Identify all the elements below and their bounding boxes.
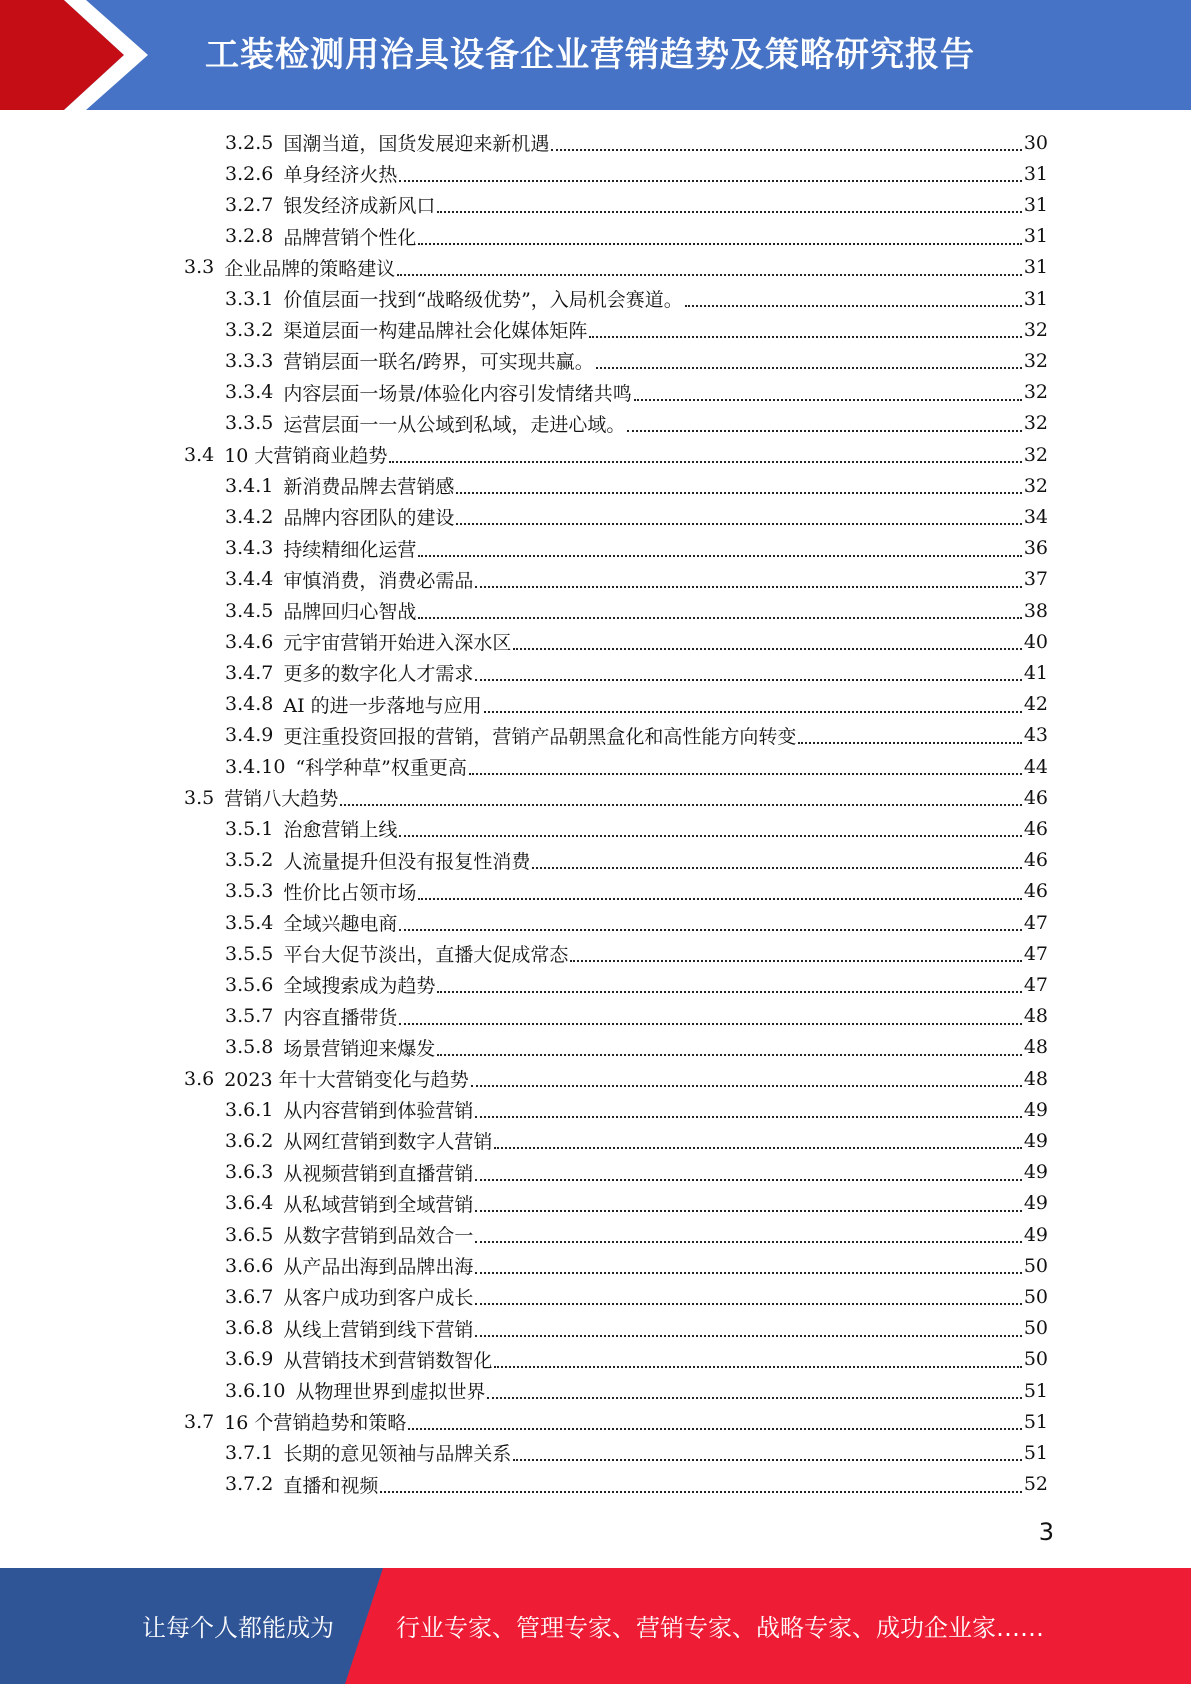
toc-leader-dots xyxy=(437,990,1021,993)
toc-entry[interactable] xyxy=(225,1094,1048,1125)
toc-entry-page: 46 xyxy=(1023,817,1048,840)
toc-leader-dots xyxy=(437,1053,1021,1056)
toc-entry-page: 31 xyxy=(1023,287,1048,310)
toc-leader-dots xyxy=(475,585,1021,588)
toc-entry-title: 元宇宙营销开始进入深水区 xyxy=(283,632,512,655)
toc-entry-number: 3.5.2 xyxy=(225,849,274,872)
toc-entry-title: 从营销技术到营销数智化 xyxy=(283,1349,493,1372)
toc-entry-number: 3.6.6 xyxy=(225,1254,274,1277)
footer-slogan-right: 行业专家、管理专家、营销专家、战略专家、成功企业家…… xyxy=(396,1614,1044,1642)
toc-entry-number: 3.3.5 xyxy=(225,412,274,435)
toc-entry[interactable] xyxy=(225,1219,1048,1250)
toc-entry[interactable] xyxy=(225,221,1048,252)
toc-entry-number: 3.2.8 xyxy=(225,225,274,248)
toc-entry-number: 3.5.4 xyxy=(225,911,274,934)
toc-entry-title: 单身经济火热 xyxy=(283,164,398,187)
toc-entry-number: 3.5.6 xyxy=(225,973,274,996)
toc-entry-page: 31 xyxy=(1023,162,1048,185)
toc-entry-title: 从内容营销到体验营销 xyxy=(283,1100,474,1123)
toc-entry-number: 3.4.9 xyxy=(225,724,274,747)
toc-entry-title: 价值层面一找到“战略级优势”，入局机会赛道。 xyxy=(283,289,683,311)
toc-entry[interactable] xyxy=(225,1188,1048,1219)
toc-leader-dots xyxy=(437,210,1021,213)
toc-entry-number: 3.2.7 xyxy=(225,193,274,216)
toc-entry[interactable] xyxy=(225,938,1048,969)
toc-entry[interactable] xyxy=(184,782,1048,813)
toc-entry-page: 50 xyxy=(1023,1317,1048,1340)
toc-entry-number: 3.7 xyxy=(184,1410,215,1433)
toc-entry-page: 32 xyxy=(1023,349,1048,372)
toc-leader-dots xyxy=(685,304,1022,307)
toc-entry-number: 3.7.2 xyxy=(225,1473,274,1496)
toc-entry[interactable] xyxy=(225,845,1048,876)
toc-entry-page: 51 xyxy=(1023,1379,1048,1402)
toc-leader-dots xyxy=(494,1365,1021,1368)
toc-entry-page: 52 xyxy=(1023,1473,1048,1496)
toc-leader-dots xyxy=(627,429,1021,432)
toc-entry-number: 3.5.7 xyxy=(225,1005,274,1028)
toc-entry[interactable] xyxy=(225,1437,1048,1468)
toc-entry-page: 31 xyxy=(1023,193,1048,216)
toc-entry-number: 3.5.5 xyxy=(225,942,274,965)
toc-entry[interactable] xyxy=(225,470,1048,501)
toc-leader-dots xyxy=(494,1146,1021,1149)
toc-entry-number: 3.7.1 xyxy=(225,1441,274,1464)
toc-entry[interactable] xyxy=(225,1281,1048,1312)
toc-entry-page: 51 xyxy=(1023,1410,1048,1433)
toc-entry-number: 3.4 xyxy=(184,443,215,466)
page-footer xyxy=(0,1568,1191,1684)
toc-entry-number: 3.4.6 xyxy=(225,630,274,653)
toc-entry-page: 46 xyxy=(1023,849,1048,872)
toc-entry[interactable] xyxy=(225,533,1048,564)
toc-entry[interactable] xyxy=(184,1406,1048,1437)
toc-entry[interactable] xyxy=(225,689,1048,720)
toc-entry-title: 从视频营销到直播营销 xyxy=(283,1162,474,1185)
toc-entry-title: 从私域营销到全域营销 xyxy=(283,1193,474,1216)
toc-entry[interactable] xyxy=(225,969,1048,1000)
toc-entry-title: AI 的进一步落地与应用 xyxy=(283,694,482,717)
toc-entry-number: 3.4.2 xyxy=(225,505,274,528)
toc-entry-page: 46 xyxy=(1023,786,1048,809)
toc-leader-dots xyxy=(399,1022,1021,1025)
toc-entry[interactable] xyxy=(225,189,1048,220)
toc-entry[interactable] xyxy=(225,720,1048,751)
toc-entry-title: 持续精细化运营 xyxy=(283,538,417,561)
toc-entry-page: 50 xyxy=(1023,1254,1048,1277)
toc-entry-title: “科学种草”权重更高 xyxy=(295,757,467,779)
toc-entry-page: 40 xyxy=(1023,630,1048,653)
toc-entry-number: 3.4.8 xyxy=(225,693,274,716)
toc-entry[interactable] xyxy=(225,377,1048,408)
toc-entry[interactable] xyxy=(225,1375,1048,1406)
toc-entry-number: 3.4.7 xyxy=(225,661,274,684)
toc-entry-page: 47 xyxy=(1023,911,1048,934)
toc-entry-page: 47 xyxy=(1023,973,1048,996)
toc-entry-page: 48 xyxy=(1023,1067,1048,1090)
toc-entry-number: 3.3.3 xyxy=(225,349,274,372)
toc-entry-page: 48 xyxy=(1023,1036,1048,1059)
toc-entry-title: 治愈营销上线 xyxy=(283,819,398,842)
toc-leader-dots xyxy=(532,866,1021,869)
toc-entry-page: 30 xyxy=(1023,131,1048,154)
toc-entry-number: 3.2.6 xyxy=(225,162,274,185)
toc-entry[interactable] xyxy=(225,345,1048,376)
toc-leader-dots xyxy=(408,1427,1021,1430)
toc-leader-dots xyxy=(475,1178,1021,1181)
toc-entry-page: 49 xyxy=(1023,1223,1048,1246)
toc-entry-title: 内容直播带货 xyxy=(283,1006,398,1029)
toc-leader-dots xyxy=(475,1271,1021,1274)
toc-entry-title: 品牌回归心智战 xyxy=(283,601,417,623)
toc-leader-dots xyxy=(570,959,1021,962)
toc-entry-page: 49 xyxy=(1023,1129,1048,1152)
toc-entry[interactable] xyxy=(225,501,1048,532)
toc-entry-number: 3.6.2 xyxy=(225,1129,274,1152)
toc-entry[interactable] xyxy=(225,283,1048,314)
toc-entry-title: 品牌营销个性化 xyxy=(283,226,417,249)
toc-leader-dots xyxy=(380,1490,1021,1493)
toc-leader-dots xyxy=(418,897,1021,900)
toc-entry-page: 42 xyxy=(1023,693,1048,716)
toc-entry-number: 3.5.8 xyxy=(225,1036,274,1059)
toc-entry[interactable] xyxy=(225,1250,1048,1281)
toc-entry-number: 3.6.1 xyxy=(225,1098,274,1121)
arrow-logo-icon xyxy=(0,0,160,110)
toc-entry-page: 32 xyxy=(1023,474,1048,497)
toc-entry-page: 49 xyxy=(1023,1161,1048,1184)
toc-entry-title: 从产品出海到品牌出海 xyxy=(283,1256,474,1279)
toc-entry-page: 47 xyxy=(1023,942,1048,965)
toc-leader-dots xyxy=(340,803,1022,806)
toc-entry-page: 51 xyxy=(1023,1441,1048,1464)
toc-entry-number: 3.6 xyxy=(184,1067,215,1090)
toc-entry-title: 人流量提升但没有报复性消费 xyxy=(283,850,531,873)
toc-entry-page: 49 xyxy=(1023,1098,1048,1121)
toc-entry-page: 34 xyxy=(1023,505,1048,528)
toc-entry[interactable] xyxy=(225,751,1048,782)
toc-entry-title: 10 大营销商业趋势 xyxy=(224,445,388,467)
toc-entry-number: 3.6.8 xyxy=(225,1317,274,1340)
toc-entry-page: 48 xyxy=(1023,1005,1048,1028)
toc-entry-number: 3.5.3 xyxy=(225,880,274,903)
toc-entry[interactable] xyxy=(225,1157,1048,1188)
toc-entry-page: 31 xyxy=(1023,256,1048,279)
toc-entry-number: 3.4.5 xyxy=(225,599,274,622)
toc-leader-dots xyxy=(551,148,1021,151)
toc-entry-number: 3.3.1 xyxy=(225,287,274,310)
toc-entry-number: 3.6.10 xyxy=(225,1379,286,1402)
toc-leader-dots xyxy=(513,1458,1021,1461)
toc-entry-title: 国潮当道，国货发展迎来新机遇 xyxy=(283,133,550,155)
toc-entry-page: 43 xyxy=(1023,724,1048,747)
toc-entry[interactable] xyxy=(225,813,1048,844)
toc-leader-dots xyxy=(475,678,1021,681)
toc-leader-dots xyxy=(456,522,1021,525)
toc-entry-number: 3.5.1 xyxy=(225,817,274,840)
toc-entry-title: 审慎消费，消费必需品 xyxy=(283,569,474,592)
toc-leader-dots xyxy=(397,273,1022,276)
toc-entry[interactable] xyxy=(225,595,1048,626)
toc-entry-title: 场景营销迎来爆发 xyxy=(283,1037,436,1060)
toc-leader-dots xyxy=(475,1115,1021,1118)
toc-entry-page: 44 xyxy=(1023,755,1048,778)
toc-entry-page: 49 xyxy=(1023,1192,1048,1215)
toc-leader-dots xyxy=(399,834,1021,837)
toc-entry[interactable] xyxy=(225,314,1048,345)
toc-leader-dots xyxy=(399,179,1021,182)
toc-leader-dots xyxy=(418,554,1021,557)
toc-entry-page: 32 xyxy=(1023,318,1048,341)
toc-entry[interactable] xyxy=(225,127,1048,158)
toc-leader-dots xyxy=(471,1084,1022,1087)
toc-leader-dots xyxy=(389,460,1021,463)
toc-entry-title: 长期的意见领袖与品牌关系 xyxy=(283,1443,512,1466)
toc-entry[interactable] xyxy=(184,439,1048,470)
toc-entry-number: 3.6.4 xyxy=(225,1192,274,1215)
toc-leader-dots xyxy=(475,1209,1021,1212)
toc-entry-title: 企业品牌的策略建议 xyxy=(224,257,396,280)
toc-entry-title: 平台大促节淡出，直播大促成常态 xyxy=(283,944,569,967)
toc-entry-title: 渠道层面一构建品牌社会化媒体矩阵 xyxy=(283,320,588,343)
toc-entry-number: 3.6.9 xyxy=(225,1348,274,1371)
toc-entry-title: 从客户成功到客户成长 xyxy=(283,1287,474,1310)
toc-entry-number: 3.4.10 xyxy=(225,755,286,778)
toc-entry-number: 3.4.4 xyxy=(225,568,274,591)
toc-entry-title: 新消费品牌去营销感 xyxy=(283,476,455,499)
toc-leader-dots xyxy=(456,491,1021,494)
toc-entry-number: 3.3.4 xyxy=(225,381,274,404)
report-title: 工装检测用治具设备企业营销趋势及策略研究报告 xyxy=(205,35,975,75)
toc-entry-title: 直播和视频 xyxy=(283,1474,379,1497)
toc-leader-dots xyxy=(634,398,1022,401)
toc-entry-title: 品牌内容团队的建设 xyxy=(283,507,455,530)
toc-leader-dots xyxy=(589,335,1021,338)
toc-leader-dots xyxy=(475,1302,1021,1305)
toc-entry-title: 内容层面一场景/体验化内容引发情绪共鸣 xyxy=(283,382,632,405)
page-number: 3 xyxy=(1038,1518,1054,1546)
toc-entry[interactable] xyxy=(225,408,1048,439)
toc-entry-page: 36 xyxy=(1023,537,1048,560)
toc-entry-title: 全域搜索成为趋势 xyxy=(283,975,436,998)
toc-entry[interactable] xyxy=(225,564,1048,595)
toc-leader-dots xyxy=(418,242,1021,245)
toc-entry-title: 全域兴趣电商 xyxy=(283,913,398,935)
toc-entry[interactable] xyxy=(225,876,1048,907)
toc-leader-dots xyxy=(475,1334,1021,1337)
toc-leader-dots xyxy=(487,1396,1021,1399)
toc-entry-title: 从物理世界到虚拟世界 xyxy=(295,1381,486,1403)
toc-entry-page: 32 xyxy=(1023,381,1048,404)
toc-entry-title: 更注重投资回报的营销，营销产品朝黑盒化和高性能方向转变 xyxy=(283,725,797,748)
toc-entry-number: 3.3.2 xyxy=(225,318,274,341)
toc-entry-title: 性价比占领市场 xyxy=(283,881,417,904)
toc-leader-dots xyxy=(596,366,1022,369)
toc-entry-page: 31 xyxy=(1023,225,1048,248)
toc-entry-number: 3.5 xyxy=(184,786,215,809)
toc-entry-page: 50 xyxy=(1023,1285,1048,1308)
toc-entry[interactable] xyxy=(225,1469,1048,1500)
toc-entry-title: 从网红营销到数字人营销 xyxy=(283,1131,493,1154)
toc-entry-number: 3.3 xyxy=(184,256,215,279)
toc-entry[interactable] xyxy=(225,1313,1048,1344)
toc-entry-title: 从数字营销到品效合一 xyxy=(283,1225,474,1247)
toc-leader-dots xyxy=(484,710,1022,713)
toc-entry-number: 3.6.7 xyxy=(225,1285,274,1308)
toc-entry[interactable] xyxy=(225,158,1048,189)
toc-leader-dots xyxy=(798,741,1021,744)
toc-entry-page: 38 xyxy=(1023,599,1048,622)
toc-entry-number: 3.4.3 xyxy=(225,537,274,560)
toc-entry[interactable] xyxy=(184,1063,1048,1094)
toc-leader-dots xyxy=(475,1240,1021,1243)
toc-entry-page: 50 xyxy=(1023,1348,1048,1371)
toc-leader-dots xyxy=(418,616,1021,619)
toc-entry-number: 3.6.3 xyxy=(225,1161,274,1184)
toc-entry-title: 从线上营销到线下营销 xyxy=(283,1318,474,1341)
toc-entry[interactable] xyxy=(225,657,1048,688)
toc-entry-page: 32 xyxy=(1023,412,1048,435)
toc-leader-dots xyxy=(469,772,1022,775)
toc-entry-number: 3.4.1 xyxy=(225,474,274,497)
toc-entry-title: 银发经济成新风口 xyxy=(283,195,436,218)
toc-entry[interactable] xyxy=(225,1344,1048,1375)
footer-slogan-left: 让每个人都能成为 xyxy=(142,1614,334,1642)
page-header xyxy=(0,0,1191,110)
toc-leader-dots xyxy=(399,928,1021,931)
toc-entry[interactable] xyxy=(225,1001,1048,1032)
toc-entry-page: 46 xyxy=(1023,880,1048,903)
toc-entry[interactable] xyxy=(225,626,1048,657)
toc-entry-title: 16 个营销趋势和策略 xyxy=(224,1412,407,1435)
toc-entry[interactable] xyxy=(225,1032,1048,1063)
toc-entry[interactable] xyxy=(184,252,1048,283)
toc-entry-title: 营销层面一联名/跨界，可实现共赢。 xyxy=(283,351,594,374)
toc-entry-page: 32 xyxy=(1023,443,1048,466)
toc-entry[interactable] xyxy=(225,1125,1048,1156)
toc-entry[interactable] xyxy=(225,907,1048,938)
toc-entry-page: 37 xyxy=(1023,568,1048,591)
toc-entry-title: 运营层面一一从公域到私域，走进心域。 xyxy=(283,413,626,436)
toc-entry-title: 2023 年十大营销变化与趋势 xyxy=(224,1069,469,1091)
toc-entry-title: 营销八大趋势 xyxy=(224,788,339,811)
toc-entry-page: 41 xyxy=(1023,661,1048,684)
toc-entry-number: 3.2.5 xyxy=(225,131,274,154)
toc-entry-number: 3.6.5 xyxy=(225,1223,274,1246)
toc-entry-title: 更多的数字化人才需求 xyxy=(283,663,474,686)
toc-leader-dots xyxy=(513,647,1021,650)
